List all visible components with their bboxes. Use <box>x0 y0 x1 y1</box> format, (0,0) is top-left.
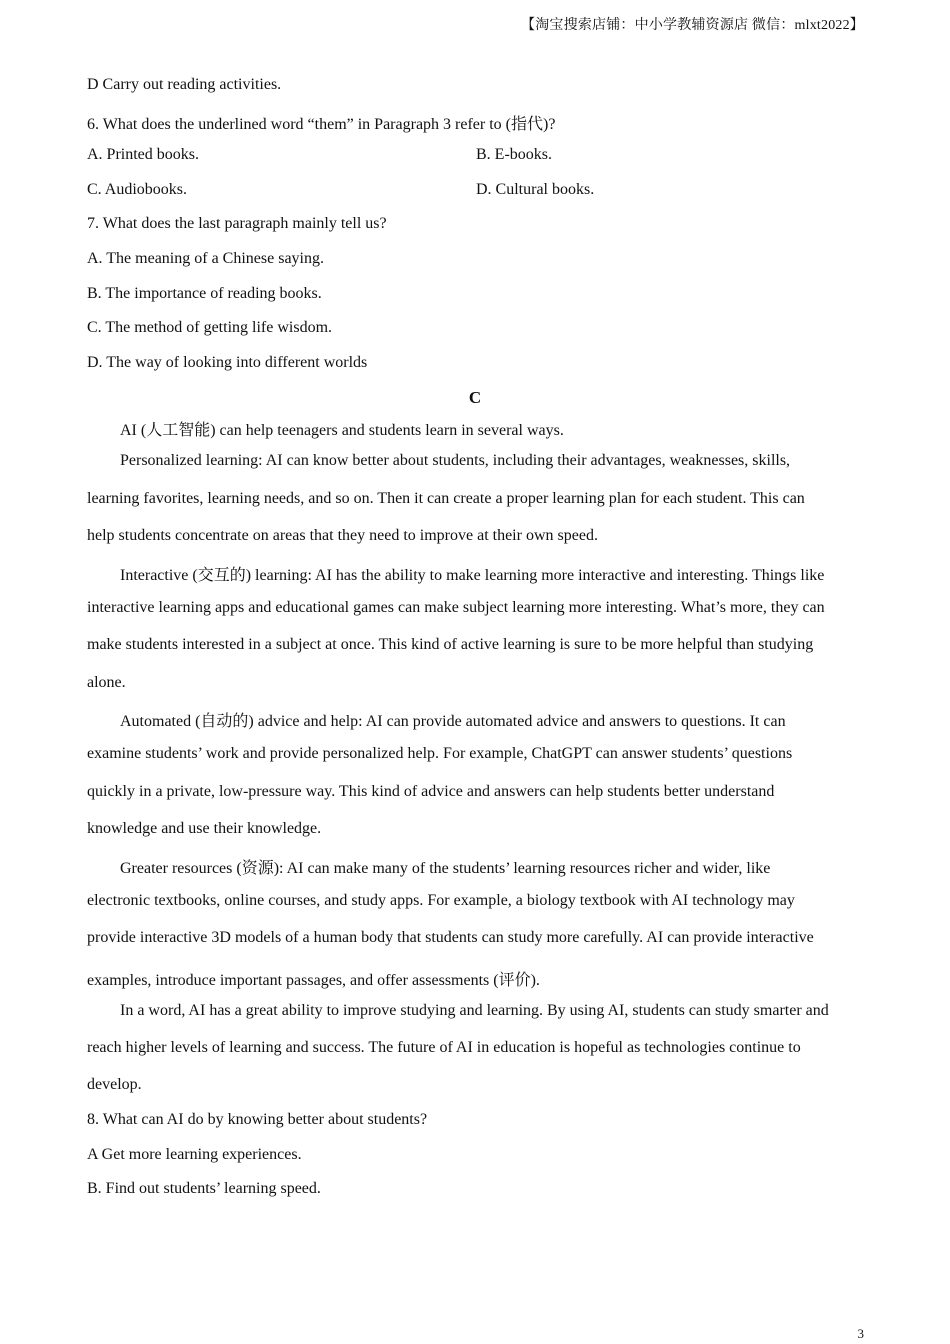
passage-line: quickly in a private, low-pressure way. This kind of advice and answers can help students better understand <box>87 783 775 800</box>
passage-line: Interactive (交互的) learning: AI has the ability to make learning more interactive and interesting. Things like <box>120 567 825 584</box>
passage-line: interactive learning apps and educational games can make subject learning more interesting. What’s more, they can <box>87 599 825 616</box>
passage-line: electronic textbooks, online courses, and study apps. For example, a biology textbook with AI technology may <box>87 892 795 909</box>
passage-line: alone. <box>87 674 126 691</box>
passage-line: reach higher levels of learning and success. The future of AI in education is hopeful as technologies continue to <box>87 1039 801 1056</box>
passage-line: make students interested in a subject at once. This kind of active learning is sure to be more helpful than studying <box>87 636 814 653</box>
passage-line: Automated (自动的) advice and help: AI can provide automated advice and answers to questions. It can <box>120 713 786 730</box>
q8-question: 8. What can AI do by knowing better about students? <box>87 1111 428 1128</box>
passage-intro: AI (人工智能) can help teenagers and students learn in several ways. <box>120 422 564 439</box>
passage-line: develop. <box>87 1076 142 1093</box>
passage-line: knowledge and use their knowledge. <box>87 820 322 837</box>
q7-option-d: D. The way of looking into different worlds <box>87 354 368 371</box>
passage-line: Greater resources (资源): AI can make many of the students’ learning resources richer and wider, like <box>120 860 771 877</box>
q8-option-b: B. Find out students’ learning speed. <box>87 1180 321 1197</box>
passage-line: examples, introduce important passages, and offer assessments (评价). <box>87 972 540 989</box>
passage-line: examine students’ work and provide personalized help. For example, ChatGPT can answer students’ questions <box>87 745 793 762</box>
q5-option-d: D Carry out reading activities. <box>87 76 282 93</box>
passage-line: Personalized learning: AI can know better about students, including their advantages, weaknesses, skills, <box>120 452 791 469</box>
q7-question: 7. What does the last paragraph mainly tell us? <box>87 215 387 232</box>
q6-option-b: B. E-books. <box>476 146 552 163</box>
passage-line: learning favorites, learning needs, and so on. Then it can create a proper learning plan for each student. This can <box>87 490 805 507</box>
q7-option-a: A. The meaning of a Chinese saying. <box>87 250 324 267</box>
q6-question: 6. What does the underlined word “them” in Paragraph 3 refer to (指代)? <box>87 116 556 133</box>
section-title: C <box>468 388 482 407</box>
q6-option-c: C. Audiobooks. <box>87 181 188 198</box>
q6-option-a: A. Printed books. <box>87 146 199 163</box>
q8-option-a: A Get more learning experiences. <box>87 1146 302 1163</box>
q7-option-b: B. The importance of reading books. <box>87 285 322 302</box>
page-header: 【淘宝搜索店铺：中小学教辅资源店 微信：mlxt2022】 <box>521 18 864 33</box>
passage-line: In a word, AI has a great ability to improve studying and learning. By using AI, students can study smarter and <box>120 1002 829 1019</box>
page-number: 3 <box>857 1326 864 1341</box>
passage-line: provide interactive 3D models of a human body that students can study more carefully. AI can provide interactive <box>87 929 814 946</box>
q7-option-c: C. The method of getting life wisdom. <box>87 319 333 336</box>
passage-line: help students concentrate on areas that they need to improve at their own speed. <box>87 527 598 544</box>
q6-option-d: D. Cultural books. <box>476 181 595 198</box>
